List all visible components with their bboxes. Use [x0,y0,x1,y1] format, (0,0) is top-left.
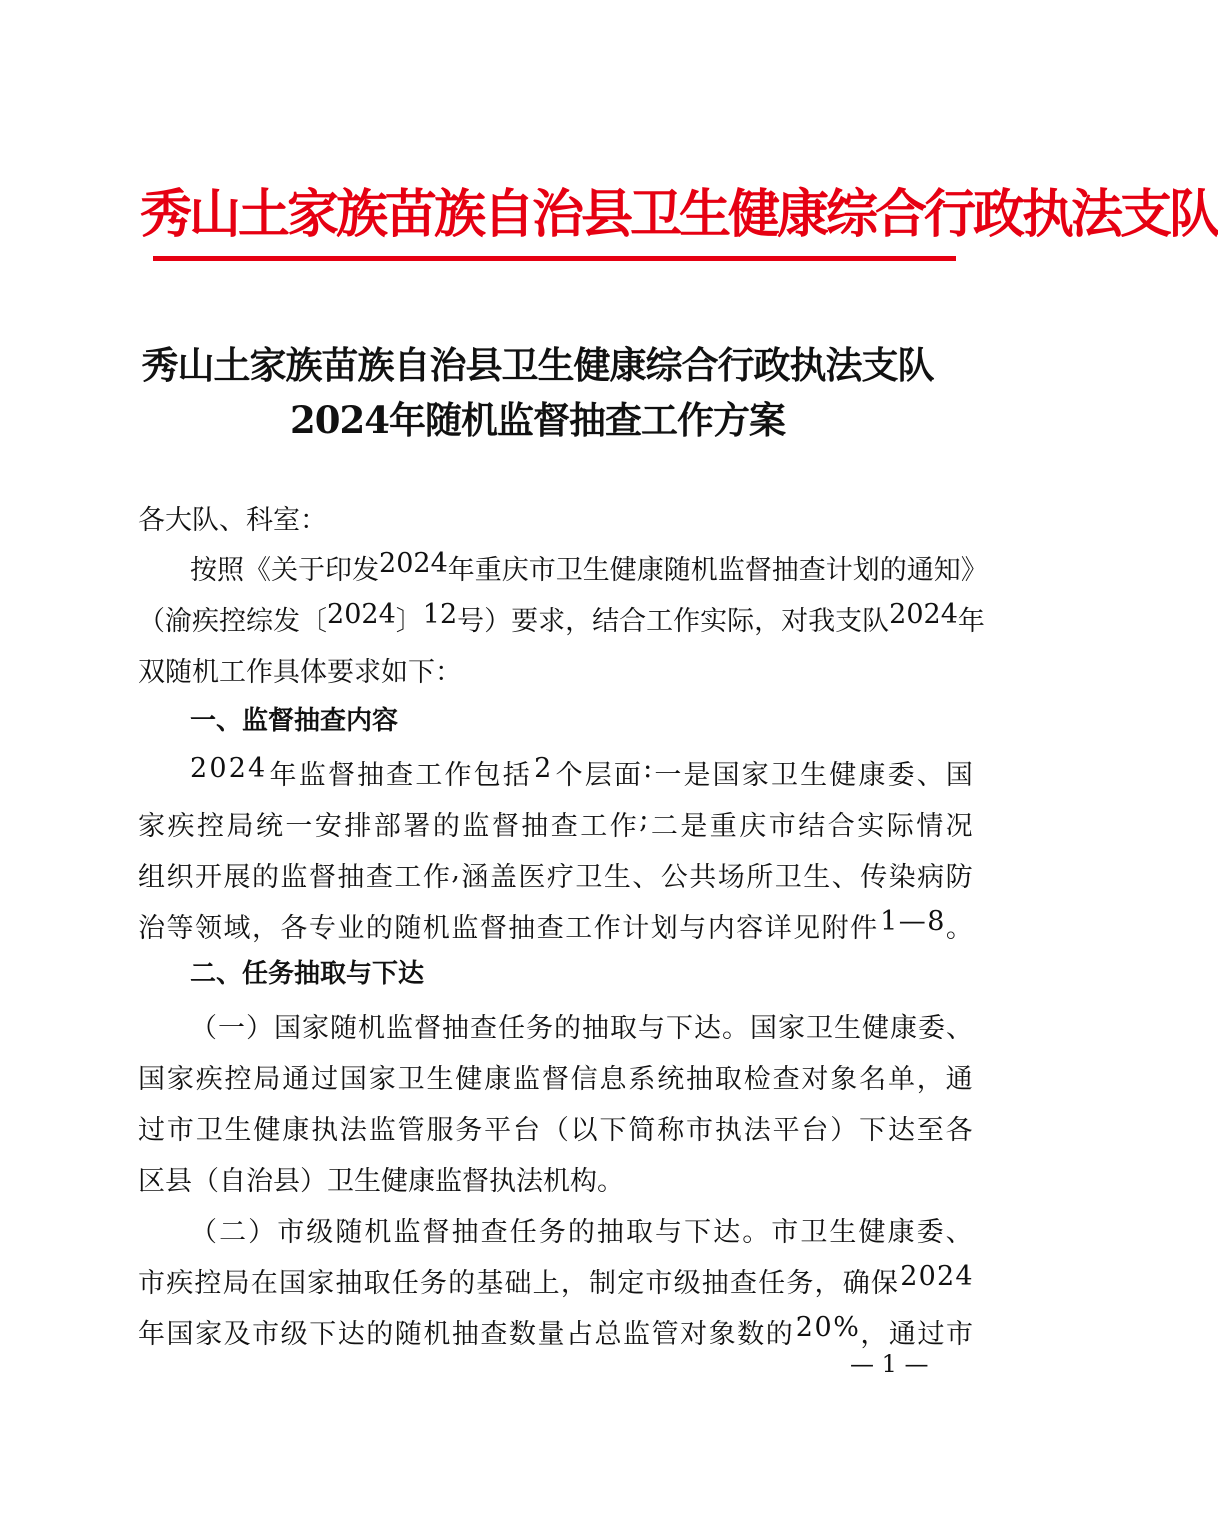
section-1-line-4: 治 等 领 域 ， 各 专 业 的 随 机 监 督 抽 查 工 作 计 划 与 内 容 详 见 附 件 1 — 8 。 [138,906,973,944]
salutation: 各大队、科室： [138,505,327,536]
intro-line-2: （ 渝 疾 控 综 发 〔 2 0 2 4 〕 1 2 号 ） 要 求 ， 结 合 工 作 实 际 ， 对 我 支 队 2 0 2 4 年 [138,599,985,637]
section-1-line-2: 家 疾 控 局 统 一 安 排 部 署 的 监 督 抽 查 工 作 ; 二 是 重 庆 市 结 合 实 际 情 况 [138,804,973,842]
subsection-2-line-2: 市 疾 控 局 在 国 家 抽 取 任 务 的 基 础 上 ， 制 定 市 级 抽 查 任 务 ， 确 保 2 0 2 4 [138,1261,973,1299]
subsection-2-line-3: 年 国 家 及 市 级 下 达 的 随 机 抽 查 数 量 占 总 监 管 对 象 数 的 2 0 % ， 通 过 市 [138,1312,973,1350]
document-title-line-1: 秀山土家族苗族自治县卫生健康综合行政执法支队 [141,343,934,387]
section-1-line-3: 组 织 开 展 的 监 督 抽 查 工 作 , 涵 盖 医 疗 卫 生 、 公 共 场 所 卫 生 、 传 染 病 防 [138,855,973,893]
subsection-1-line-3: 过 市 卫 生 健 康 执 法 监 管 服 务 平 台 （ 以 下 简 称 市 执 法 平 台 ） 下 达 至 各 [138,1115,973,1146]
page-number: — 1 — [850,1350,929,1378]
subsection-1-line-2: 国 家 疾 控 局 通 过 国 家 卫 生 健 康 监 督 信 息 系 统 抽 取 检 查 对 象 名 单 ， 通 [138,1064,973,1095]
intro-line-1: 按 照 《 关 于 印 发 2 0 2 4 年 重 庆 市 卫 生 健 康 随 机 监 督 抽 查 计 划 的 通 知 》 [190,548,988,586]
subsection-1-line-4: 区县（自治县）卫生健康监督执法机构。 [138,1166,624,1197]
document-title-line-2: 2024年随机监督抽查工作方案 [290,398,785,442]
letterhead-red-rule [153,256,956,261]
letterhead-org-name: 秀山土家族苗族自治县卫生健康综合行政执法支队 [140,185,1218,245]
intro-line-3: 双随机工作具体要求如下： [138,657,462,688]
subsection-2-line-1: （ 二 ） 市 级 随 机 监 督 抽 查 任 务 的 抽 取 与 下 达 。 市 卫 生 健 康 委 、 [190,1217,973,1248]
section-1-line-1: 2 0 2 4 年 监 督 抽 查 工 作 包 括 2 个 层 面 : 一 是 国 家 卫 生 健 康 委 、 国 [190,753,973,791]
section-2-heading: 二、任务抽取与下达 [190,959,425,989]
section-1-heading: 一、监督抽查内容 [190,706,399,736]
subsection-1-line-1: （ 一 ） 国 家 随 机 监 督 抽 查 任 务 的 抽 取 与 下 达 。 国 家 卫 生 健 康 委 、 [190,1013,973,1044]
